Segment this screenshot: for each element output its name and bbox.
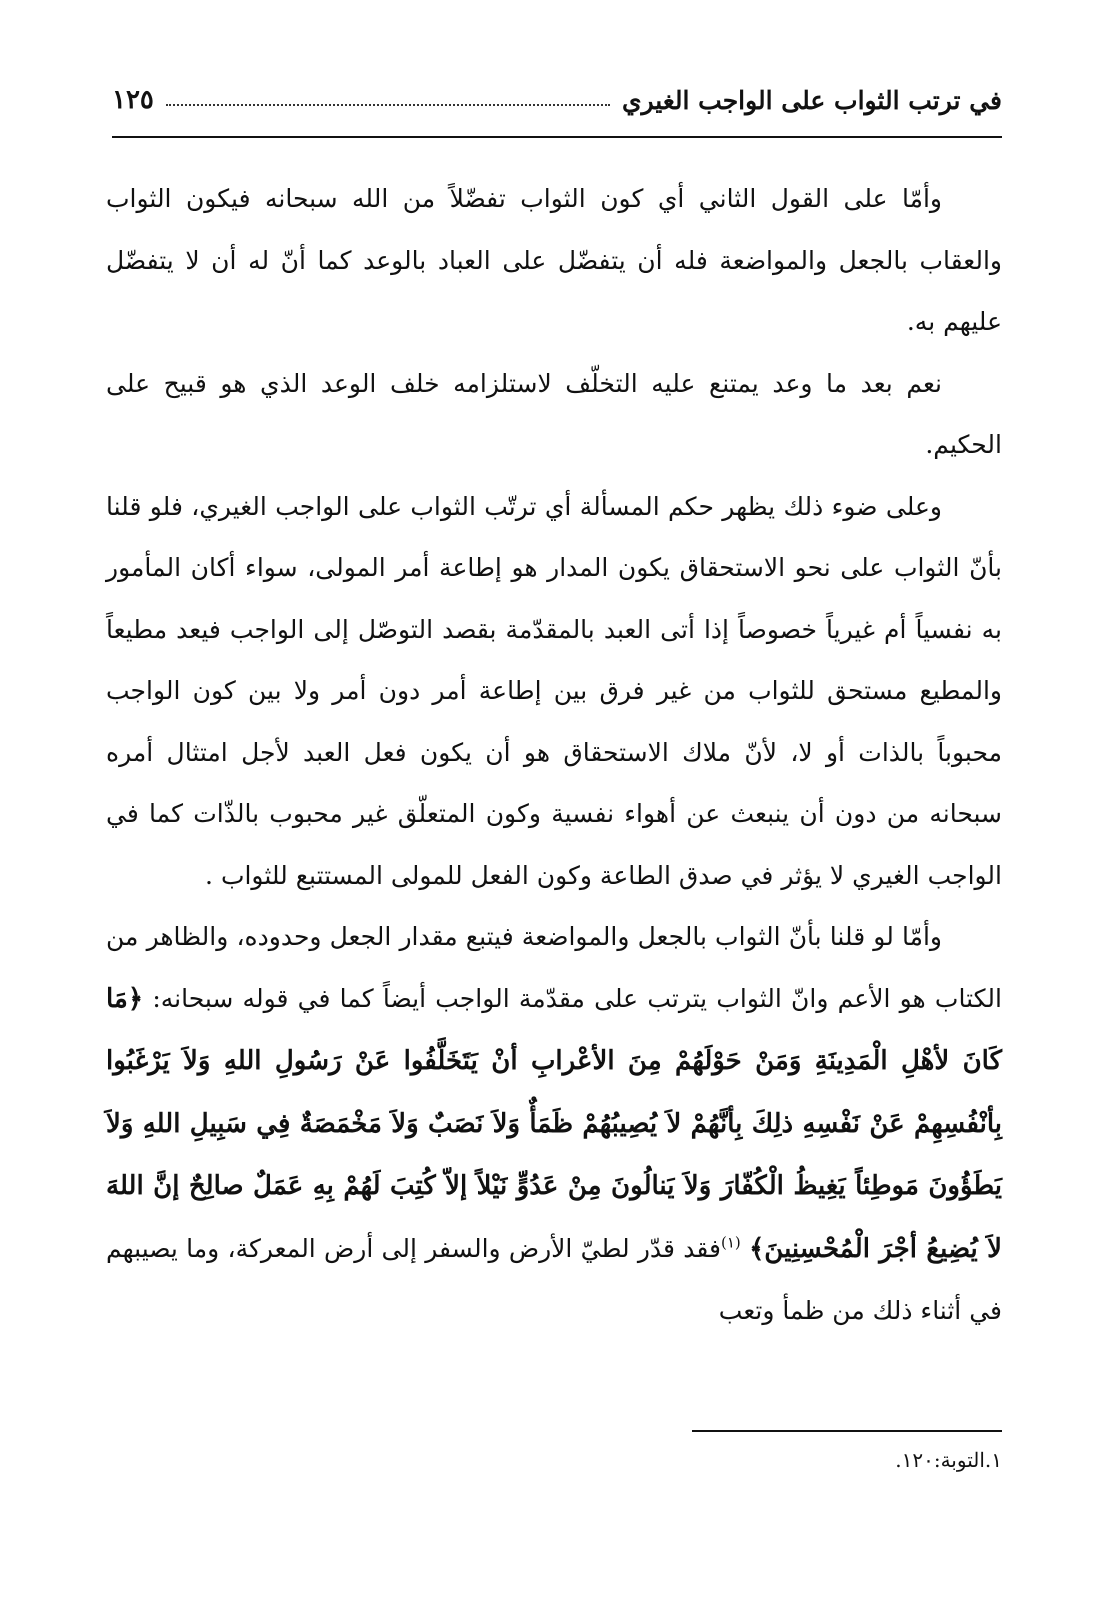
page-header [112,78,1002,122]
paragraph-4-tail: فقد قدّر لطيّ الأرض والسفر إلى أرض المعركة، وما يصيبهم في أثناء ذلك من ظمأ وتعب [106,1233,1002,1325]
paragraph-4-intro: وأمّا لو قلنا بأنّ الثواب بالجعل والمواضعة فيتبع مقدار الجعل وحدوده، والظاهر من الكتاب هو الأعم وانّ الثواب يترتب على مقدّمة الواجب أيضاً كما في قوله سبحانه: [106,922,1002,1013]
header-leader-dots [166,104,610,106]
running-title: في ترتب الثواب على الواجب الغيري [621,85,1002,115]
page-number: ١٢٥ [112,85,154,115]
paragraph-1: وأمّا على القول الثاني أي كون الثواب تفضّلاً من الله سبحانه فيكون الثواب والعقاب بالجعل والمواضعة فله أن يتفضّل على العباد بالوعد كما أنّ له أن لا يتفضّل عليهم به. [106,184,1002,336]
footnote-1: ١.التوبة:١٢٠. [895,1448,1002,1472]
quran-verse: ﴿مَا كَانَ لأهْلِ الْمَدِينَةِ وَمَنْ حَوْلَهُمْ مِنَ الأعْرابِ أنْ يَتَخَلَّفُوا عَنْ رَسُولِ اللهِ وَلاَ يَرْغَبُوا بِأنْفُسِهِمْ عَنْ نَفْسِهِ ذلِكَ بِأنَّهُمْ لاَ يُصِيبُهُمْ ظَمَأٌ وَلاَ نَصَبٌ وَلاَ مَخْمَصَةٌ فِي سَبِيلِ اللهِ وَلاَ يَطَؤُونَ مَوطِئاً يَغِيظُ الْكُفّارَ وَلاَ يَنالُونَ مِنْ عَدُوٍّ نَيْلاً إلاّ كُتِبَ لَهُمْ بِهِ عَمَلٌ صالِحٌ إنَّ اللهَ لاَ يُضِيعُ أجْرَ الْمُحْسِنِينَ﴾ [106,983,1002,1264]
header-divider [112,136,1002,138]
paragraph-4 [106,906,1002,1342]
paragraph-3: وعلى ضوء ذلك يظهر حكم المسألة أي ترتّب الثواب على الواجب الغيري، فلو قلنا بأنّ الثواب على نحو الاستحقاق يكون المدار هو إطاعة أمر المولى، سواء أكان المأمور به نفسياً أم غيرياً خصوصاً إذا أتى العبد بالمقدّمة بقصد التوصّل إلى الواجب فيعد مطيعاً والمطيع مستحق للثواب من غير فرق بين إطاعة أمر دون أمر ولا بين كون الواجب محبوباً بالذات أو لا، لأنّ ملاك الاستحقاق هو أن يكون فعل العبد لأجل امتثال أمره سبحانه من دون أن ينبعث عن أهواء نفسية وكون المتعلّق غير محبوب بالذّات كما في الواجب الغيري لا يؤثر في صدق الطاعة وكون الفعل للمولى المستتبع للثواب . [106,491,1002,890]
footnote-marker: (١) [721,1233,741,1252]
footnote-divider [692,1430,1002,1432]
paragraph-2: نعم بعد ما وعد يمتنع عليه التخلّف لاستلزامه خلف الوعد الذي هو قبيح على الحكيم. [106,368,1002,459]
body-text [106,168,1002,1342]
